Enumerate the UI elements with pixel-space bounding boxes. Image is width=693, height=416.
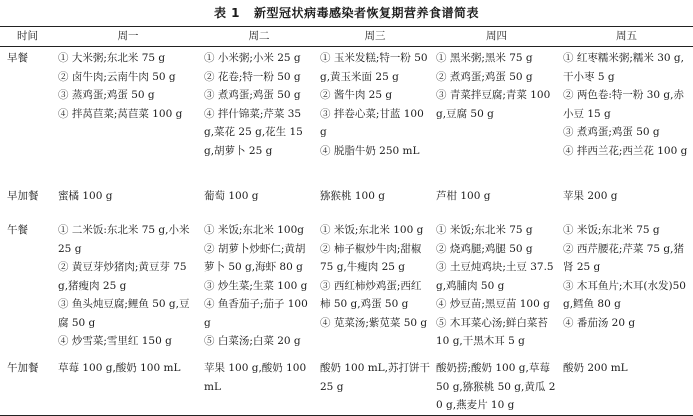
cell-monday <box>55 357 201 416</box>
header-friday: 周五 <box>560 27 693 47</box>
menu-item: ⑤ 木耳菜心汤;鲜白菜苔 10 g,干黑木耳 5 g <box>436 316 548 347</box>
menu-item: ② 酱牛肉 25 g <box>320 89 393 101</box>
cell-friday <box>560 185 693 219</box>
menu-item: ④ 拌西兰花;西兰花 100 g <box>563 144 688 157</box>
table-number: 表 1 <box>213 6 240 20</box>
cell-monday <box>55 47 201 186</box>
menu-item: ① 二米饭:东北米 75 g,小米 25 g <box>58 224 190 255</box>
header-row <box>0 27 693 47</box>
menu-item: ③ 西红柿炒鸡蛋;西红柿 50 g,鸡蛋 50 g <box>320 279 422 310</box>
menu-item: ① 米饭;东北米 100g <box>204 224 304 236</box>
cell-friday <box>560 357 693 416</box>
menu-item: 葡萄 100 g <box>204 190 259 202</box>
menu-item: ② 黄豆芽炒猪肉;黄豆芽 75 g,猪瘦肉 25 g <box>58 261 187 292</box>
menu-item: ② 柿子椒炒牛肉;甜椒 75 g,牛瘦肉 25 g <box>320 242 422 273</box>
cell-thursday <box>433 185 560 219</box>
menu-item: ② 胡萝卜炒虾仁;黄胡萝卜 50 g,海虾 80 g <box>204 242 306 273</box>
menu-item: ③ 蒸鸡蛋;鸡蛋 50 g <box>58 89 155 101</box>
menu-item: ① 小米粥;小米 25 g <box>204 52 301 64</box>
menu-item: ④ 鱼香茄子;茄子 100 g <box>204 298 308 329</box>
header-wednesday: 周三 <box>317 27 433 47</box>
menu-item: 蜜橘 100 g <box>58 190 113 202</box>
row-lunch <box>0 219 693 357</box>
menu-item: ① 大米粥;东北米 75 g <box>58 52 166 64</box>
menu-item: ③ 煮鸡蛋;鸡蛋 50 g <box>204 89 301 101</box>
menu-item: ① 米饭;东北米 75 g <box>563 224 660 236</box>
menu-item: ② 西芹腰花;芹菜 75 g,猪肾 25 g <box>563 242 684 273</box>
header-monday: 周一 <box>55 27 201 47</box>
meal-label: 午加餐 <box>0 357 55 416</box>
menu-item: 苹果 200 g <box>563 190 618 202</box>
cell-tuesday <box>201 219 317 357</box>
menu-item: ④ 拌什锦菜;芹菜 35 g,菜花 25 g,花生 15 g,胡萝卜 25 g <box>204 107 303 157</box>
menu-item: ② 花卷;特一粉 50 g <box>204 70 301 83</box>
cell-wednesday <box>317 357 433 416</box>
row-breakfast <box>0 47 693 186</box>
menu-item: ④ 番茄汤 20 g <box>563 316 636 329</box>
menu-item: 酸奶 100 mL,苏打饼干 25 g <box>320 362 430 393</box>
menu-item: ④ 苋菜汤;紫苋菜 50 g <box>320 316 428 329</box>
menu-item: ③ 煮鸡蛋;鸡蛋 50 g <box>563 126 660 138</box>
menu-item: ③ 拌卷心菜;甘蓝 100 g <box>320 107 424 138</box>
menu-item: ① 红枣糯米粥;糯米 30 g,干小枣 5 g <box>563 52 684 83</box>
menu-item: ⑤ 白菜汤;白菜 20 g <box>204 335 301 347</box>
menu-item: ④ 拌莴苣菜;莴苣菜 100 g <box>58 107 183 120</box>
meal-label: 早加餐 <box>7 190 39 202</box>
cell-monday <box>55 185 201 219</box>
menu-item: ② 卤牛肉;云南牛肉 50 g <box>58 70 176 83</box>
menu-item: ③ 鱼头炖豆腐;鲤鱼 50 g,豆腐 50 g <box>58 298 190 329</box>
table-caption: 新型冠状病毒感染者恢复期营养食谱简表 <box>254 6 480 20</box>
cell-tuesday <box>201 47 317 186</box>
cell-tuesday <box>201 185 317 219</box>
menu-item: 酸奶 200 mL <box>563 362 628 374</box>
header-tuesday: 周二 <box>201 27 317 47</box>
cell-monday <box>55 219 201 357</box>
menu-item: 酸奶捞;酸奶 100 g,草莓 50 g,猕猴桃 50 g,黄瓜 20 g,燕麦片 10 g <box>436 362 556 411</box>
meal-label: 午餐 <box>7 224 28 236</box>
menu-item: 猕猴桃 100 g <box>320 190 385 202</box>
menu-item: ④ 炒雪菜;雪里红 150 g <box>58 335 172 347</box>
menu-item: ② 两色卷:特一粉 30 g,赤小豆 15 g <box>563 89 684 120</box>
menu-item: ③ 木耳鱼片;木耳(水发)50 g,鳕鱼 80 g <box>563 279 686 310</box>
header-thursday: 周四 <box>433 27 560 47</box>
menu-item: 草莓 100 g,酸奶 100 mL <box>58 362 181 374</box>
menu-item: ③ 土豆炖鸡块;土豆 37.5 g,鸡脯肉 50 g <box>436 261 554 292</box>
menu-item: ① 米饭;东北米 100 g <box>320 224 424 236</box>
meal-label: 早餐 <box>7 52 28 64</box>
menu-item: ④ 炒豆苗;黑豆苗 100 g <box>436 298 550 310</box>
nutrition-menu-table <box>0 26 693 416</box>
cell-wednesday <box>317 185 433 219</box>
cell-friday <box>560 219 693 357</box>
cell-friday <box>560 47 693 186</box>
row-afternoon-snack <box>0 357 693 416</box>
cell-wednesday <box>317 219 433 357</box>
table-title <box>0 4 693 21</box>
cell-wednesday <box>317 47 433 186</box>
cell-thursday <box>433 47 560 186</box>
menu-item: ④ 脱脂牛奶 250 mL <box>320 144 420 157</box>
menu-item: ① 玉米发糕;特一粉 50 g,黄玉米面 25 g <box>320 52 428 83</box>
menu-item: ③ 炒生菜;生菜 100 g <box>204 279 308 292</box>
menu-item: ① 黑米粥;黑米 75 g <box>436 52 533 64</box>
menu-item: ② 煮鸡蛋;鸡蛋 50 g <box>436 70 533 83</box>
cell-thursday <box>433 357 560 416</box>
menu-item: ① 米饭;东北米 75 g <box>436 224 533 236</box>
menu-item: ③ 青菜拌豆腐;青菜 100 g,豆腐 50 g <box>436 89 551 120</box>
cell-tuesday <box>201 357 317 416</box>
menu-item: 芦柑 100 g <box>436 190 491 202</box>
menu-item: ② 烧鸡腿;鸡腿 50 g <box>436 242 533 255</box>
cell-thursday <box>433 219 560 357</box>
header-time: 时间 <box>0 27 55 47</box>
row-morning-snack <box>0 185 693 219</box>
menu-item: 苹果 100 g,酸奶 100 mL <box>204 362 307 393</box>
